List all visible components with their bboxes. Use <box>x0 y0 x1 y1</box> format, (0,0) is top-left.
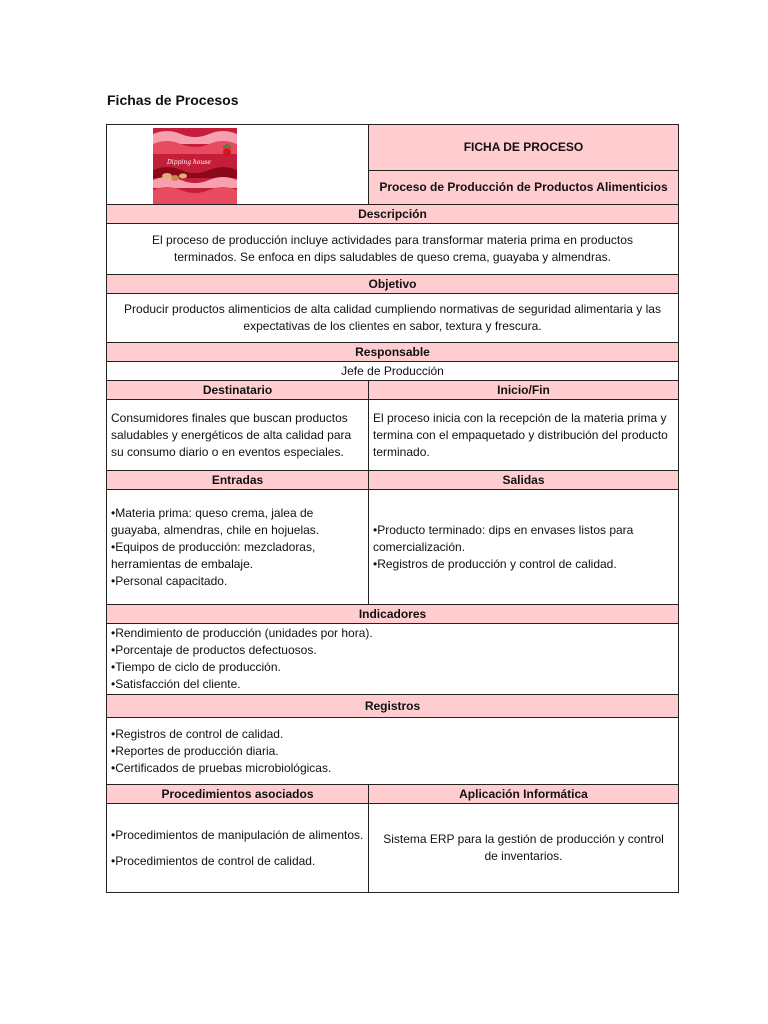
salidas-item: • Producto terminado: dips en envases listos para comercialización. <box>373 522 674 556</box>
registros-cell <box>107 718 679 785</box>
objetivo-header: Objetivo <box>107 275 679 294</box>
entradas-item: • Personal capacitado. <box>111 573 364 590</box>
indicadores-header: Indicadores <box>107 605 679 624</box>
destinatario-header: Destinatario <box>107 381 369 400</box>
entradas-cell <box>107 490 369 605</box>
entradas-header: Entradas <box>107 471 369 490</box>
procedimientos-cell <box>107 804 369 893</box>
procedimientos-header: Procedimientos asociados <box>107 785 369 804</box>
indicadores-item: • Porcentaje de productos defectuosos. <box>111 642 674 659</box>
salidas-item: • Registros de producción y control de calidad. <box>373 556 674 573</box>
descripcion-header: Descripción <box>107 205 679 224</box>
indicadores-item: • Satisfacción del cliente. <box>111 676 674 693</box>
salidas-header: Salidas <box>369 471 679 490</box>
process-name: Proceso de Producción de Productos Alimenticios <box>369 171 679 205</box>
registros-item: • Certificados de pruebas microbiológicas. <box>111 760 674 777</box>
indicadores-item: • Rendimiento de producción (unidades por hora). <box>111 625 674 642</box>
descripcion-text: El proceso de producción incluye actividades para transformar materia prima en productos terminados. Se enfoca en dips saludables de queso crema, guayaba y almendras. <box>107 224 679 275</box>
registros-item: • Reportes de producción diaria. <box>111 743 674 760</box>
aplicacion-header: Aplicación Informática <box>369 785 679 804</box>
page-heading: Fichas de Procesos <box>107 92 239 108</box>
dipping-house-logo <box>153 128 237 204</box>
registros-header: Registros <box>107 695 679 718</box>
inicio-fin-text: El proceso inicia con la recepción de la materia prima y termina con el empaquetado y distribución del producto terminado. <box>369 400 679 471</box>
logo-cell <box>107 125 369 205</box>
indicadores-item: • Tiempo de ciclo de producción. <box>111 659 674 676</box>
aplicacion-text: Sistema ERP para la gestión de producción y control de inventarios. <box>369 804 679 893</box>
salidas-cell <box>369 490 679 605</box>
destinatario-text: Consumidores finales que buscan productos saludables y energéticos de alta calidad para su consumo diario o en eventos especiales. <box>107 400 369 471</box>
indicadores-cell <box>107 624 679 695</box>
responsable-header: Responsable <box>107 343 679 362</box>
registros-item: • Registros de control de calidad. <box>111 726 674 743</box>
inicio-fin-header: Inicio/Fin <box>369 381 679 400</box>
sheet-title: FICHA DE PROCESO <box>369 125 679 171</box>
entradas-item: • Equipos de producción: mezcladoras, herramientas de embalaje. <box>111 539 364 573</box>
responsable-text: Jefe de Producción <box>107 362 679 381</box>
procedimientos-item: • Procedimientos de manipulación de alimentos. <box>111 822 364 848</box>
objetivo-text: Producir productos alimenticios de alta calidad cumpliendo normativas de seguridad alimentaria y las expectativas de los clientes en sabor, textura y frescura. <box>107 294 679 343</box>
procedimientos-item: • Procedimientos de control de calidad. <box>111 848 364 874</box>
process-sheet-table <box>106 124 679 893</box>
entradas-item: • Materia prima: queso crema, jalea de guayaba, almendras, chile en hojuelas. <box>111 505 364 539</box>
logo-brand-text: Dipping house <box>167 158 211 166</box>
